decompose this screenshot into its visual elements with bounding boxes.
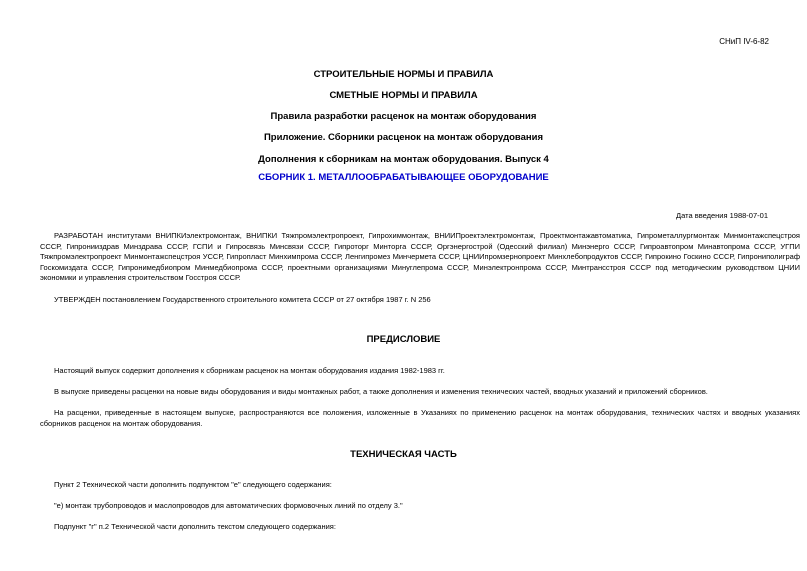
title-rules: Правила разработки расценок на монтаж оборудования xyxy=(270,111,537,122)
technical-part-heading: ТЕХНИЧЕСКАЯ ЧАСТЬ xyxy=(350,449,457,460)
preface-paragraph: Настоящий выпуск содержит дополнения к сборникам расценок на монтаж оборудования издания 1982-1983 гг. xyxy=(54,366,445,375)
developed-by-paragraph: РАЗРАБОТАН институтами ВНИПКИэлектромонтаж, ВНИПКИ Тяжпромэлектропроект, Гипрохиммонтаж, ВНИИПроектэлектромонтаж, Проектмонтажавтоматика, Гипрометаллургмонтаж Минмонтажспецстроя СССР, Гипронииздрав Минздрава СССР, ГСПИ и Гипросвязь Минсвязи СССР, Гипроторг Минторга СССР, Оргэнергострой (Одесский филиал) Минэнерго СССР, Гипроавтопром Минавтопрома СССР, УГПИ Тяжпромэлектропроект Минмонтажспецстроя УССР, Гипропласт Минхимпрома СССР, Ленгипромез Минчермета СССР, ЦНИИпромзернопроект Минхлебопродуктов СССР, Гипрокино Госкино СССР, Гипрониполиграф Госкомиздата СССР, Гипронимедбиопром Минмедбиопрома СССР, проектными организациями Минуглепрома СССР, Минэлектронпрома СССР, Минтрансстроя СССР под методическим руководством ЦНИИ экономики и управления строительством Госстроя СССР. xyxy=(40,231,800,282)
technical-paragraph: Пункт 2 Технической части дополнить подпунктом "е" следующего содержания: xyxy=(54,480,332,489)
document-code: СНиП IV-6-82 xyxy=(719,37,769,46)
title-building-norms: СТРОИТЕЛЬНЫЕ НОРМЫ И ПРАВИЛА xyxy=(313,69,494,80)
collection-title: СБОРНИК 1. МЕТАЛЛООБРАБАТЫВАЮЩЕЕ ОБОРУДОВАНИЕ xyxy=(258,172,549,183)
technical-paragraph: "е) монтаж трубопроводов и маслопроводов для автоматических формовочных линий по отделу 3." xyxy=(54,501,403,510)
introduction-date: Дата введения 1988-07-01 xyxy=(676,211,768,220)
title-estimate-norms: СМЕТНЫЕ НОРМЫ И ПРАВИЛА xyxy=(329,90,478,101)
preface-heading: ПРЕДИСЛОВИЕ xyxy=(366,334,441,345)
title-additions: Дополнения к сборникам на монтаж оборудования. Выпуск 4 xyxy=(258,154,549,165)
title-appendix: Приложение. Сборники расценок на монтаж оборудования xyxy=(263,132,544,143)
technical-paragraph: Подпункт "г" п.2 Технической части дополнить текстом следующего содержания: xyxy=(54,522,336,531)
approved-by-paragraph: УТВЕРЖДЕН постановлением Государственного строительного комитета СССР от 27 октября 1987 г. N 256 xyxy=(54,295,431,304)
preface-paragraph: На расценки, приведенные в настоящем выпуске, распространяются все положения, изложенные в Указаниях по применению расценок на монтаж оборудования, технических частях и вводных указаниях сборников расценок на монтаж оборудования. xyxy=(40,408,800,428)
preface-paragraph: В выпуске приведены расценки на новые виды оборудования и виды монтажных работ, а также дополнения и изменения технических частей, вводных указаний и приложений сборников. xyxy=(54,387,708,396)
